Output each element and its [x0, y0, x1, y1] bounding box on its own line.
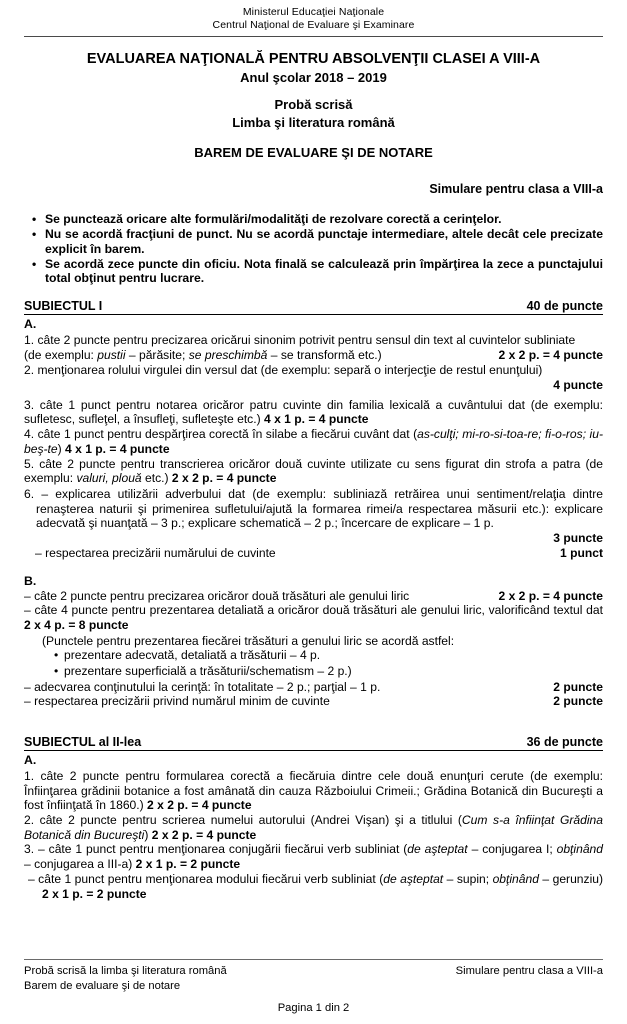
subject-1-section-b-label: B. [24, 573, 37, 588]
bullet-icon: • [54, 663, 59, 678]
s1-a-item-1 [24, 333, 603, 348]
s1-b-subbullet-1-text: prezentare adecvată, detaliată a trăsăturii – 4 p. [64, 648, 321, 663]
header-divider [24, 36, 603, 37]
s2-a-item-3b-mid: – supin; [443, 871, 493, 886]
s1-a-item-2-text: 2. menţionarea rolului virgulei din versul dat (de exemplu: separă o interjecţie de restul enunţului) [24, 363, 543, 378]
s1-a-item-3-text: 3. câte 1 punct pentru notarea oricăror patru cuvinte din familia lexicală a cuvântului dat (de exemplu: sufletesc, sufleţel, a însufleţi, sufleteşte etc.) [24, 397, 603, 427]
s2-a-item-3b [24, 872, 603, 901]
s1-b-line-3-text: – adecvarea conţinutului la cerinţă: în totalitate – 2 p.; parţial – 1 p. [24, 679, 381, 694]
s1-b-subbullet-2-text: prezentare superficială a trăsăturii/schematism – 2 p.) [64, 663, 352, 678]
s2-a-item-2-pre: 2. câte 2 puncte pentru scrierea numelui autorului (Andrei Vişan) şi a titlului ( [24, 813, 462, 828]
subject-2-label: SUBIECTUL al II-lea [24, 734, 142, 749]
footer-divider [24, 959, 603, 960]
footer-right-line-1: Simulare pentru clasa a VIII-a [455, 965, 603, 977]
s2-a-item-3-points: 2 x 1 p. = 2 puncte [135, 857, 241, 872]
s1-a-item-6b-row [24, 546, 603, 561]
s2-a-item-3-italic-1: de aşteptat [407, 842, 468, 857]
bullet-icon: • [32, 212, 37, 226]
s1-a-item-5-post: etc.) [141, 471, 169, 486]
ex-post: – se transformă etc.) [267, 347, 382, 362]
bullet-icon: • [54, 648, 59, 663]
s2-a-item-3b-italic-1: de aşteptat [383, 871, 444, 886]
s2-a-item-3-pre: 3. – câte 1 punct pentru menţionarea conjugării fiecărui verb subliniat ( [24, 842, 408, 857]
footer-left-line-1: Probă scrisă la limba şi literatura română [24, 965, 227, 977]
subject-1-section-a-label: A. [24, 316, 37, 331]
proba-label: Probă scrisă [274, 97, 353, 112]
s1-b-line-3-points: 2 puncte [553, 679, 603, 694]
s1-a-item-3 [24, 398, 603, 427]
school-year: Anul şcolar 2018 – 2019 [240, 70, 387, 85]
s2-a-item-3b-post: – gerunziu) [538, 871, 604, 886]
s2-a-item-1-text: 1. câte 2 puncte pentru formularea corectă a fiecăruia dintre cele două enunţuri cerute (de exemplu: Înfiinţarea grădinii botanice a fost amânată din cauza Războiului Crimeii.; Grădina Botanică din Bucureşti a fost înfiinţată în 1860.) [24, 768, 603, 813]
s1-a-item-5-italic: valuri, plouă [76, 471, 142, 486]
s2-a-item-3-italic-2: obţinând [556, 842, 604, 857]
center-line: Centrul Naţional de Evaluare şi Examinare [212, 19, 415, 31]
s1-a-item-4 [24, 427, 603, 456]
note-text: Nu se acordă fracţiuni de punct. Nu se acordă punctaje intermediare, altele decât cele precizate explicit în barem. [45, 227, 603, 256]
s2-a-item-2-points: 2 x 2 p. = 4 puncte [151, 827, 257, 842]
s1-b-line-2 [24, 603, 603, 632]
s1-a-item-5 [24, 457, 603, 486]
page-footer [24, 959, 603, 1014]
s2-a-item-3-post: – conjugarea a III-a) [24, 857, 133, 872]
ex-mid: – părăsite; [125, 347, 189, 362]
subject-1-points: 40 de puncte [526, 298, 603, 313]
s2-a-item-2-italic: Cum s-a înfiinţat Grădina Botanică din Bucureşti [24, 813, 603, 842]
footer-right [456, 964, 603, 993]
s1-b-line-1-row [24, 589, 603, 604]
s1-a-item-4-points: 4 x 1 p. = 4 puncte [65, 441, 170, 456]
s1-b-line-2-points: 2 x 4 p. = 8 puncte [24, 617, 129, 632]
title-block [24, 50, 603, 162]
ex-italic-1: pustii [97, 347, 126, 362]
subject-2-points: 36 de puncte [526, 734, 603, 749]
s2-a-item-3b-italic-2: obţinând [492, 871, 539, 886]
s1-a-item-2-points: 4 puncte [553, 378, 603, 393]
s2-a-item-1-points: 2 x 2 p. = 4 puncte [147, 798, 252, 813]
subject-2-heading [24, 735, 603, 751]
s1-a-item-5-points: 2 x 2 p. = 4 puncte [171, 471, 277, 486]
s1-a-item-2 [24, 363, 603, 378]
s1-b-line-3-row [24, 680, 603, 695]
footer-columns [24, 964, 603, 993]
s1-a-item-3-points: 4 x 1 p. = 4 puncte [264, 412, 369, 427]
subject-1-heading [24, 299, 603, 315]
s1-b-line-4-text: – respectarea precizării privind numărul minim de cuvinte [24, 694, 330, 709]
subject-1-label: SUBIECTUL I [24, 298, 103, 313]
s1-a-item-1-example [24, 348, 382, 363]
footer-left-line-2: Barem de evaluare şi de notare [24, 979, 181, 992]
s2-a-item-3b-pre: – câte 1 punct pentru menţionarea modului fiecărui verb subliniat ( [28, 871, 384, 886]
s1-a-item-1-example-row [24, 348, 603, 363]
s1-a-item-6b-points: 1 punct [559, 545, 603, 560]
note-item [24, 212, 603, 227]
footer-left [24, 964, 227, 993]
s1-b-line-4-row [24, 694, 603, 709]
s2-a-item-2-post: ) [144, 827, 149, 842]
masthead [24, 6, 603, 32]
s2-a-item-3-mid: – conjugarea I; [467, 842, 557, 857]
s1-b-line-2-text: – câte 4 puncte pentru prezentarea detaliată a oricăror două trăsături ale genului liric, valorificând textul dat [24, 603, 603, 618]
bullet-icon: • [32, 256, 37, 271]
s1-b-paren-note [24, 634, 603, 649]
s1-a-item-1-points: 2 x 2 p. = 4 puncte [498, 347, 603, 362]
ex-pre: (de exemplu: [24, 347, 98, 362]
s1-a-item-1-text: 1. câte 2 puncte pentru precizarea oricărui sinonim potrivit pentru sensul din text al cuvintelor subliniate [24, 332, 576, 347]
page-number: Pagina 1 din 2 [277, 1002, 350, 1014]
general-notes-list [24, 212, 603, 286]
barem-title: BAREM DE EVALUARE ŞI DE NOTARE [194, 145, 433, 160]
s1-b-paren-text: (Punctele pentru prezentarea fiecărei trăsături a genului liric se acordă astfel: [42, 633, 455, 648]
ex-italic-2: se preschimbă [188, 347, 268, 362]
s1-a-item-4-pre: 4. câte 1 punct pentru despărţirea corectă în silabe a fiecărui cuvânt dat ( [24, 427, 418, 442]
s2-a-item-1 [24, 769, 603, 813]
note-text: Se punctează oricare alte formulări/modalităţi de rezolvare corectă a cerinţelor. [45, 212, 502, 226]
s1-a-item-6b-text: – respectarea precizării numărului de cuvinte [35, 545, 276, 560]
s1-b-subbullet-1 [24, 648, 603, 664]
s1-b-line-1-points: 2 x 2 p. = 4 puncte [498, 588, 603, 603]
s2-a-item-3 [24, 842, 603, 871]
s1-a-item-6 [24, 487, 603, 531]
s2-a-item-2 [24, 813, 603, 842]
s2-a-item-3b-points: 2 x 1 p. = 2 puncte [42, 886, 147, 901]
simulare-label: Simulare pentru clasa a VIII-a [429, 182, 603, 196]
subject-label: Limba şi literatura română [232, 115, 395, 130]
s1-b-line-4-points: 2 puncte [553, 694, 603, 709]
s1-b-line-1-text: – câte 2 puncte pentru precizarea oricăror două trăsături ale genului liric [24, 588, 410, 603]
subject-2-section-a-label: A. [24, 752, 37, 767]
note-item [24, 227, 603, 256]
note-text: Se acordă zece puncte din oficiu. Nota finală se calculează prin împărţirea la zece a punctajului total obţinut pentru lucrare. [45, 256, 603, 286]
note-item [24, 257, 603, 286]
s1-a-item-4-post: ) [57, 441, 62, 456]
bullet-icon: • [32, 227, 37, 242]
s1-b-subbullet-2 [24, 664, 603, 680]
s1-a-item-6-text: 6. – explicarea utilizării adverbului dat (de exemplu: subliniază retrăirea unui sentiment/relaţia dintre renaşterea naturii şi primenirea sufletului/ajută la formarea rimei/a respectarea măsurii etc.): explicare adecvată şi nuanţată – 3 p.; explicare schematică – 2 p.; încercare de explicare – 1 p. [24, 487, 603, 531]
ministry-line: Ministerul Educaţiei Naţionale [242, 6, 385, 18]
s1-a-item-5-pre: 5. câte 2 puncte pentru transcrierea oricăror două cuvinte utilizate cu sens figurat din strofa a patra (de exemplu: [24, 456, 603, 486]
exam-title: EVALUAREA NAŢIONALĂ PENTRU ABSOLVENŢII CLASEI A VIII-A [86, 51, 541, 67]
s1-a-item-4-italic: as-culţi; mi-ro-si-toa-re; fi-o-ros; iu-beş-te [24, 427, 603, 456]
s1-a-item-6-points: 3 puncte [553, 531, 603, 546]
